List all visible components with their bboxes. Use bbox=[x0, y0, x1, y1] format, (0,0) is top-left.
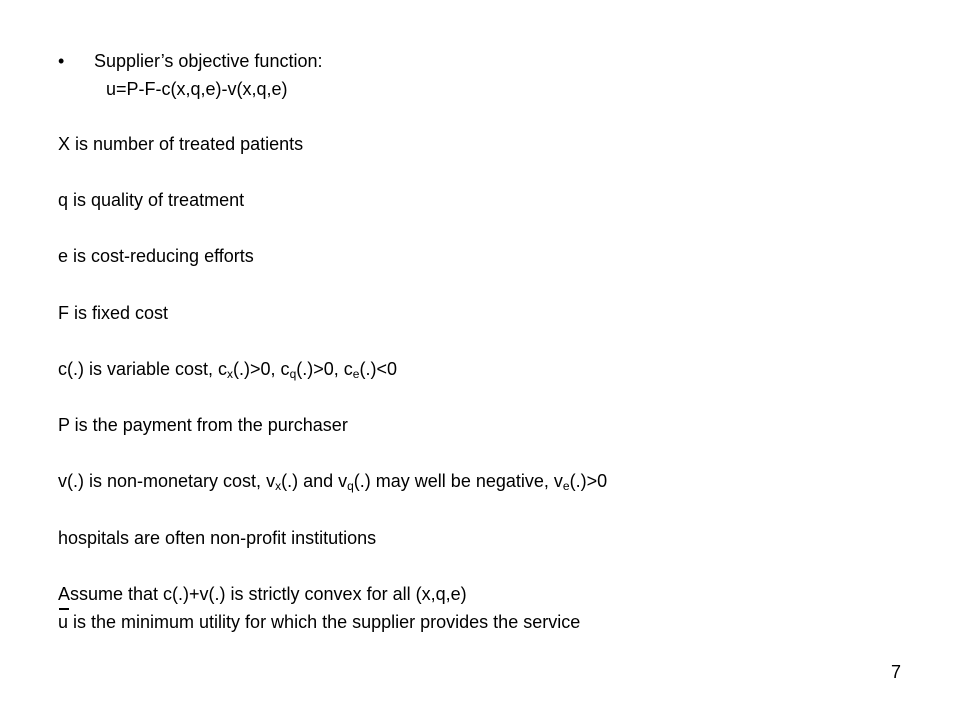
definition-v-mid2: (.) may well be negative, v bbox=[353, 471, 563, 491]
objective-formula: u=P-F-c(x,q,e)-v(x,q,e) bbox=[106, 79, 288, 99]
definition-c-prefix: c(.) is variable cost, c bbox=[58, 359, 228, 379]
definition-v-mid1: (.) and v bbox=[281, 471, 348, 491]
definition-v-sub-q: q bbox=[347, 479, 354, 493]
convexity-assumption: Assume that c(.)+v(.) is strictly convex for all (x,q,e) bbox=[58, 584, 467, 604]
minimum-utility-text: is the minimum utility for which the supplier provides the service bbox=[68, 612, 581, 632]
objective-heading: Supplier’s objective function: bbox=[94, 51, 323, 71]
definition-c-sub-x: x bbox=[227, 367, 234, 381]
definition-f: F is fixed cost bbox=[58, 303, 169, 323]
definition-c-sub-e: e bbox=[352, 367, 360, 381]
definition-x: X is number of treated patients bbox=[58, 134, 304, 154]
page-number: 7 bbox=[891, 662, 902, 682]
u-bar-letter: u bbox=[58, 612, 69, 632]
objective-bullet-line bbox=[58, 50, 322, 72]
definition-v bbox=[58, 470, 607, 492]
definition-e: e is cost-reducing efforts bbox=[58, 246, 254, 266]
definition-v-sub-x: x bbox=[275, 479, 282, 493]
definition-v-prefix: v(.) is non-monetary cost, v bbox=[58, 471, 276, 491]
definition-q: q is quality of treatment bbox=[58, 190, 245, 210]
definition-v-sub-e: e bbox=[562, 479, 570, 493]
hospitals-note: hospitals are often non-profit institutions bbox=[58, 528, 377, 548]
u-bar-symbol bbox=[58, 611, 68, 633]
definition-c bbox=[58, 358, 397, 380]
definition-c-mid2: (.)>0, c bbox=[296, 359, 353, 379]
minimum-utility-line bbox=[58, 611, 580, 633]
definition-c-suffix: (.)<0 bbox=[359, 359, 397, 379]
definition-c-mid1: (.)>0, c bbox=[233, 359, 290, 379]
definition-c-sub-q: q bbox=[289, 367, 297, 381]
overbar-icon bbox=[59, 608, 69, 610]
definition-p: P is the payment from the purchaser bbox=[58, 415, 348, 435]
definition-v-suffix: (.)>0 bbox=[569, 471, 608, 491]
bullet-icon: • bbox=[58, 51, 65, 71]
